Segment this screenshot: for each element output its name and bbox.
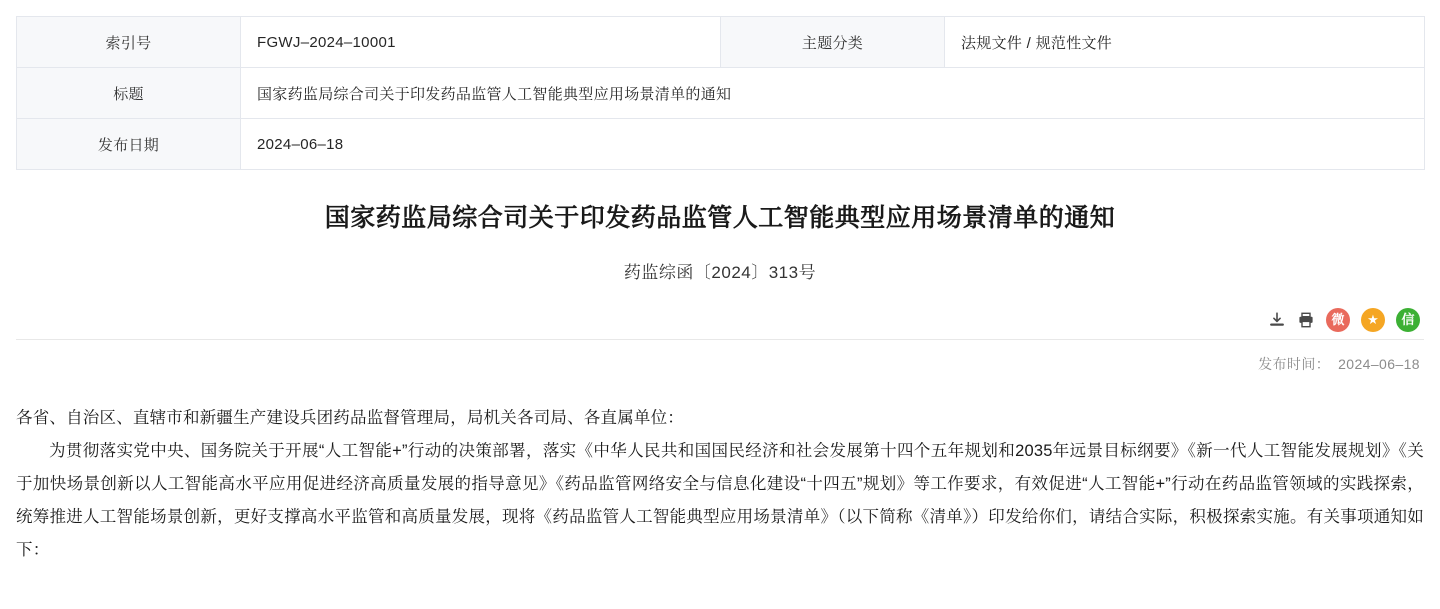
page-title: 国家药监局综合司关于印发药品监管人工智能典型应用场景清单的通知 (324, 204, 1116, 232)
publish-time-line (16, 354, 1424, 374)
meta-value-publish-date: 2024–06–18 (241, 119, 1425, 170)
meta-value-title: 国家药监局综合司关于印发药品监管人工智能典型应用场景清单的通知 (241, 68, 1425, 119)
meta-label-topic-category: 主题分类 (721, 17, 945, 68)
document-page (0, 16, 1440, 609)
meta-label-title: 标题 (17, 68, 241, 119)
print-icon[interactable] (1297, 311, 1315, 329)
weibo-share-icon[interactable]: 微 (1326, 308, 1350, 332)
document-meta-table (16, 16, 1425, 170)
body-paragraph-1: 为贯彻落实党中央、国务院关于开展“人工智能+”行动的决策部署，落实《中华人民共和国国民经济和社会发展第十四个五年规划和2035年远景目标纲要》《新一代人工智能发展规划》《关于加快场景创新以人工智能高水平应用促进经济高质量发展的指导意见》《药品监管网络安全与信息化建设“十四五”规划》等工作要求，有效促进“人工智能+”行动在药品监管领域的实践探索，统筹推进人工智能场景创新，更好支撑高水平监管和高质量发展，现将《药品监管人工智能典型应用场景清单》（以下简称《清单》）印发给你们，请结合实际，积极探索实施。有关事项通知如下： (16, 441, 1424, 559)
table-row (17, 17, 1425, 68)
meta-value-topic-category: 法规文件 / 规范性文件 (945, 17, 1425, 68)
wechat-share-icon[interactable]: 信 (1396, 308, 1420, 332)
document-body (16, 402, 1424, 567)
meta-value-index-number: FGWJ–2024–10001 (241, 17, 721, 68)
publish-time-value: 2024–06–18 (1338, 355, 1420, 372)
table-row (17, 68, 1425, 119)
meta-label-index-number: 索引号 (17, 17, 241, 68)
meta-label-publish-date: 发布日期 (17, 119, 241, 170)
favorite-share-icon[interactable]: ★ (1361, 308, 1385, 332)
publish-time-label: 发布时间： (1258, 355, 1331, 372)
document-number: 药监综函〔2024〕313号 (623, 262, 817, 282)
document-title-block (16, 200, 1424, 283)
toolbar-divider (16, 339, 1424, 340)
table-row (17, 119, 1425, 170)
download-icon[interactable] (1268, 311, 1286, 329)
body-paragraph-salutation: 各省、自治区、直辖市和新疆生产建设兵团药品监督管理局，局机关各司局、各直属单位： (16, 408, 684, 427)
document-toolbar (16, 307, 1424, 333)
